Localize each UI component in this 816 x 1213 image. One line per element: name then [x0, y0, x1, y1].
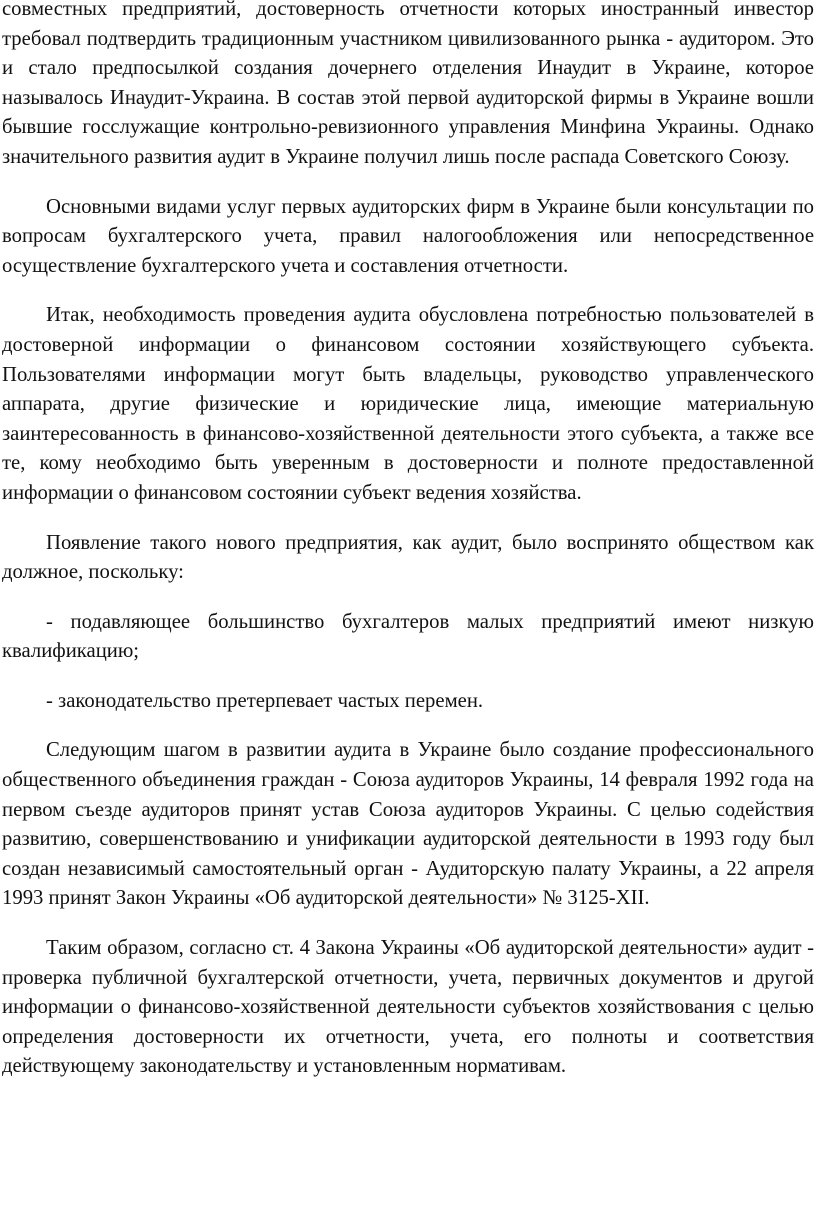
list-item-qualification: - подавляющее большинство бухгалтеров малых предприятий имеют низкую квалификацию;	[2, 610, 814, 663]
paragraph-necessity: Итак, необходимость проведения аудита обусловлена потребностью пользователей в достоверной информации о финансовом состоянии хозяйствующего субъекта. Пользователями информации могут быть владельцы, руководство управленческого аппарата, другие физические и юридические лица, имеющие материальную заинтересованность в финансово-хозяйственной деятельности этого субъекта, а также все те, кому необходимо быть уверенным в достоверности и полноте предоставленной информации о финансовом состоянии субъект ведения хозяйства.	[2, 304, 814, 504]
paragraph-services: Основными видами услуг первых аудиторских фирм в Украине были консультации по вопросам бухгалтерского учета, правил налогообложения или непосредственное осуществление бухгалтерского учета и составления отчетности.	[2, 195, 814, 277]
paragraph-continuation: совместных предприятий, достоверность отчетности которых иностранный инвестор требовал подтвердить традиционным участником цивилизованного рынка - аудитором. Это и стало предпосылкой создания дочернего отделения Инаудит в Украине, которое называлось Инаудит-Украина. В состав этой первой аудиторской фирмы в Украине вошли бывшие госслужащие контрольно-ревизионного управления Минфина Украины. Однако значительного развития аудит в Украине получил лишь после распада Советского Союзу.	[2, 0, 814, 168]
paragraph-definition: Таким образом, согласно ст. 4 Закона Украины «Об аудиторской деятельности» аудит - проверка публичной бухгалтерской отчетности, учета, первичных документов и другой информации о финансово-хозяйственной деятельности субъектов хозяйствования с целью определения достоверности их отчетности, учета, его полноты и соответствия действующему законодательству и установленным нормативам.	[2, 937, 814, 1078]
paragraph-perception: Появление такого нового предприятия, как аудит, было воспринято обществом как должное, поскольку:	[2, 531, 814, 584]
paragraph-next-step: Следующим шагом в развитии аудита в Украине было создание профессионального общественного объединения граждан - Союза аудиторов Украины, 14 февраля 1992 года на первом съезде аудиторов принят устав Союза аудиторов Украины. С целью содействия развитию, совершенствованию и унификации аудиторской деятельности в 1993 году был создан независимый самостоятельный орган - Аудиторскую палату Украины, а 22 апреля 1993 принят Закон Украины «Об аудиторской деятельности» № 3125-XII.	[2, 739, 814, 910]
list-item-legislation: - законодательство претерпевает частых перемен.	[46, 689, 484, 712]
